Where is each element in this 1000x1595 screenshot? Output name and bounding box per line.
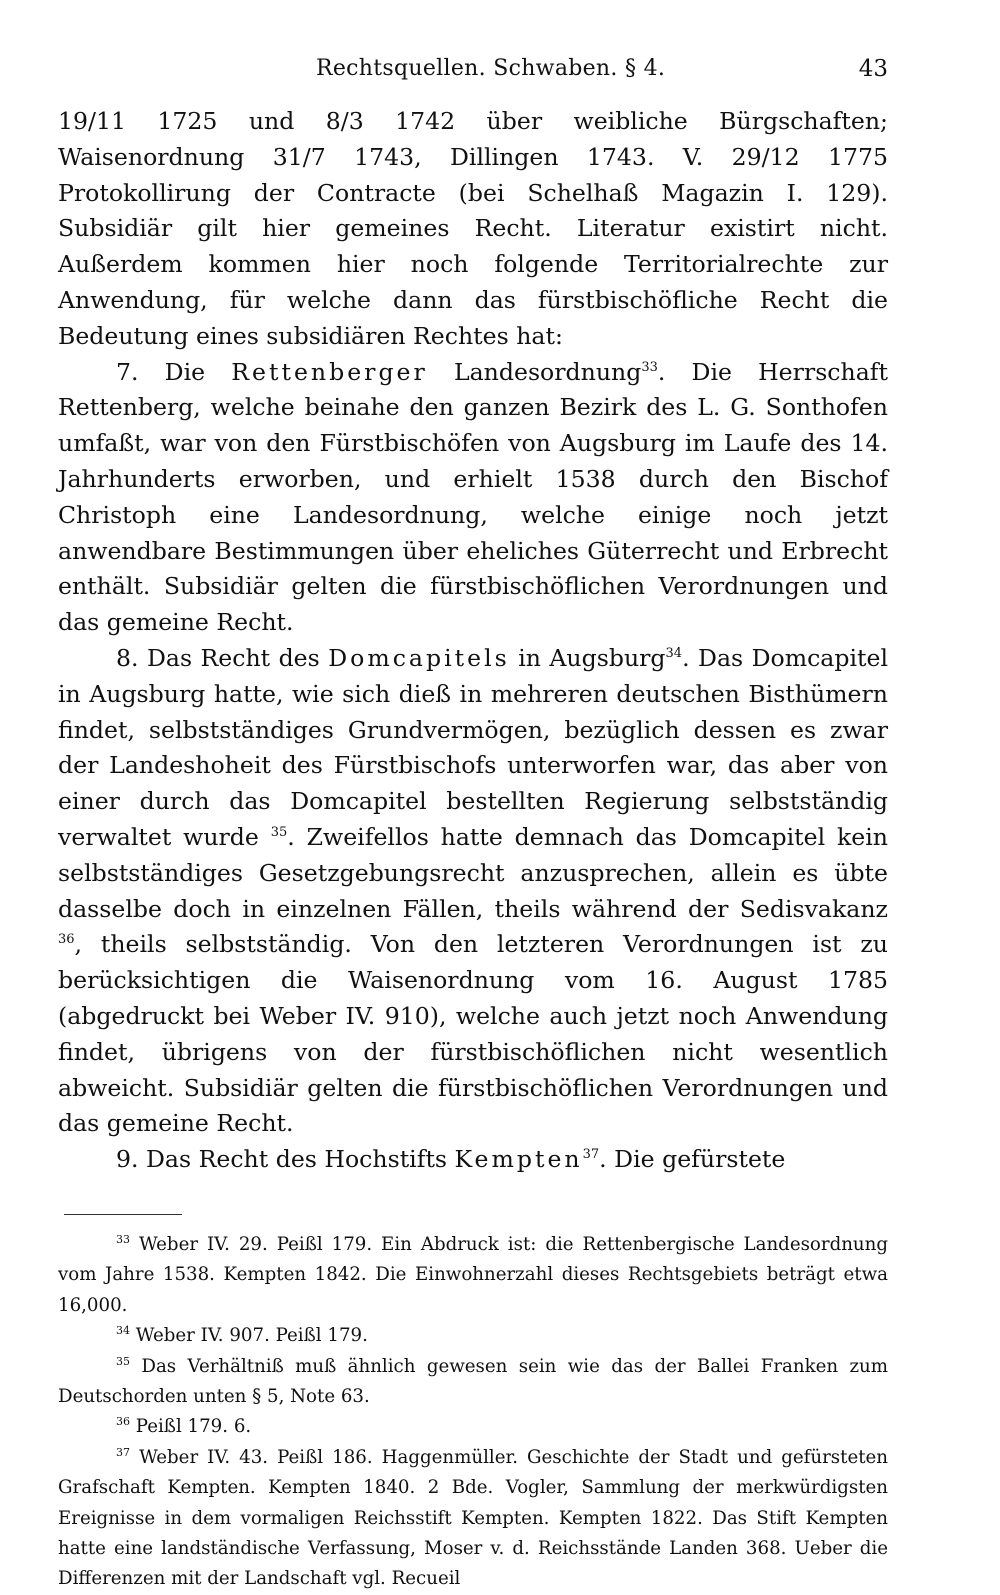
footnote-text: Weber IV. 43. Peißl 186. Haggenmüller. Geschichte der Stadt und gefürsteten Grafschaft Kempten. Kempten 1840. 2 Bde. Vogler, Sammlung der merkwürdigsten Ereignisse in dem vormaligen Reichsstift Kempten. Kempten 1822. Das Stift Kempten hatte eine landständische Verfassung, Moser v. d. Reichsstände Landen 368. Ueber die Differenzen mit der Landschaft vgl. Recueil: [58, 1446, 888, 1590]
paragraph-7-rettenberg: [58, 355, 888, 641]
p8-spaced-term: Domcapitels: [328, 643, 510, 672]
footnote-number: 37: [116, 1445, 130, 1459]
footnote-text: Weber IV. 29. Peißl 179. Ein Abdruck ist: die Rettenbergische Landesordnung vom Jahre 1538. Kempten 1842. Die Einwohnerzahl dieses Rechtsgebiets beträgt etwa 16,000.: [58, 1233, 888, 1316]
running-head-title: Rechtsquellen. Schwaben. § 4.: [316, 56, 666, 81]
paragraph-9-kempten: [58, 1142, 888, 1178]
main-text: [58, 104, 888, 1178]
footnote-divider: [64, 1214, 182, 1215]
footnote-number: 33: [116, 1232, 130, 1246]
footnote-ref-33: 33: [641, 359, 658, 375]
footnote: [58, 1443, 888, 1595]
footnote-text: Weber IV. 907. Peißl 179.: [135, 1325, 368, 1347]
p9-spaced-term: Kempten: [454, 1145, 583, 1174]
footnote-number: 36: [116, 1415, 130, 1429]
p7-rest: . Die Herrschaft Rettenberg, welche beinahe den ganzen Bezirk des L. G. Sonthofen umfaßt, war von den Fürstbischöfen von Augsburg im Laufe des 14. Jahrhunderts erworben, und erhielt 1538 durch den Bischof Christoph eine Landesordnung, welche einige noch jetzt anwendbare Bestimmungen über eheliches Güterrecht und Erbrecht enthält. Subsidiär gelten die fürstbischöflichen Verordnungen und das gemeine Recht.: [58, 357, 888, 637]
footnote-text: Peißl 179. 6.: [135, 1416, 252, 1438]
footnotes: [58, 1230, 888, 1595]
p8-part3: . Zweifellos hatte demnach das Domcapitel kein selbstständiges Gesetzgebungsrecht anzusprechen, allein es übte dasselbe doch in einzelnen Fällen, theils während der Sedisvakanz: [58, 822, 889, 923]
footnote: [58, 1230, 888, 1321]
footnote: [58, 1412, 888, 1442]
p9-rest: . Die gefürstete: [599, 1145, 786, 1174]
footnote-ref-36: 36: [58, 932, 75, 948]
paragraph-continuation: 19/11 1725 und 8/3 1742 über weibliche Bürgschaften; Waisenordnung 31/7 1743, Dillingen 1743. V. 29/12 1775 Protokollirung der Contracte (bei Schelhaß Magazin I. 129). Subsidiär gilt hier gemeines Recht. Literatur existirt nicht. Außerdem kommen hier noch folgende Territorialrechte zur Anwendung, für welche dann das fürstbischöfliche Recht die Bedeutung eines subsidiären Rechtes hat:: [58, 107, 888, 350]
running-head: [58, 52, 888, 104]
footnote-ref-34: 34: [665, 645, 683, 661]
footnote: [58, 1321, 888, 1351]
footnote: [58, 1352, 888, 1413]
paragraph-8-domcapitel: [58, 641, 888, 1142]
p7-mid: Landesordnung: [427, 357, 642, 386]
footnote-ref-35: 35: [270, 824, 288, 840]
footnote-text: Das Verhältniß muß ähnlich gewesen sein wie das der Ballei Franken zum Deutschorden unten § 5, Note 63.: [58, 1355, 888, 1407]
page-number: 43: [858, 56, 888, 82]
p8-mid: in Augsburg: [509, 643, 666, 672]
p7-lead: 7. Die: [116, 357, 232, 386]
p7-spaced-term: Rettenberger: [231, 357, 428, 386]
footnote-ref-37: 37: [582, 1147, 600, 1163]
footnote-number: 35: [116, 1354, 130, 1368]
p8-lead: 8. Das Recht des: [116, 643, 329, 672]
footnote-number: 34: [116, 1324, 130, 1338]
p8-part4: , theils selbstständig. Von den letzteren Verordnungen ist zu berücksichtigen die Waisenordnung vom 16. August 1785 (abgedruckt bei Weber IV. 910), welche auch jetzt noch Anwendung findet, übrigens von der fürstbischöflichen nicht wesentlich abweicht. Subsidiär gelten die fürstbischöflichen Verordnungen und das gemeine Recht.: [58, 930, 888, 1138]
p8-part2: . Das Domcapitel in Augsburg hatte, wie sich dieß in mehreren deutschen Bisthümern findet, selbstständiges Grundvermögen, bezüglich dessen es zwar der Landeshoheit des Fürstbischofs unterworfen war, das aber von einer durch das Domcapitel bestellten Regierung selbstständig verwaltet wurde: [58, 643, 888, 851]
p9-lead: 9. Das Recht des Hochstifts: [116, 1145, 455, 1174]
